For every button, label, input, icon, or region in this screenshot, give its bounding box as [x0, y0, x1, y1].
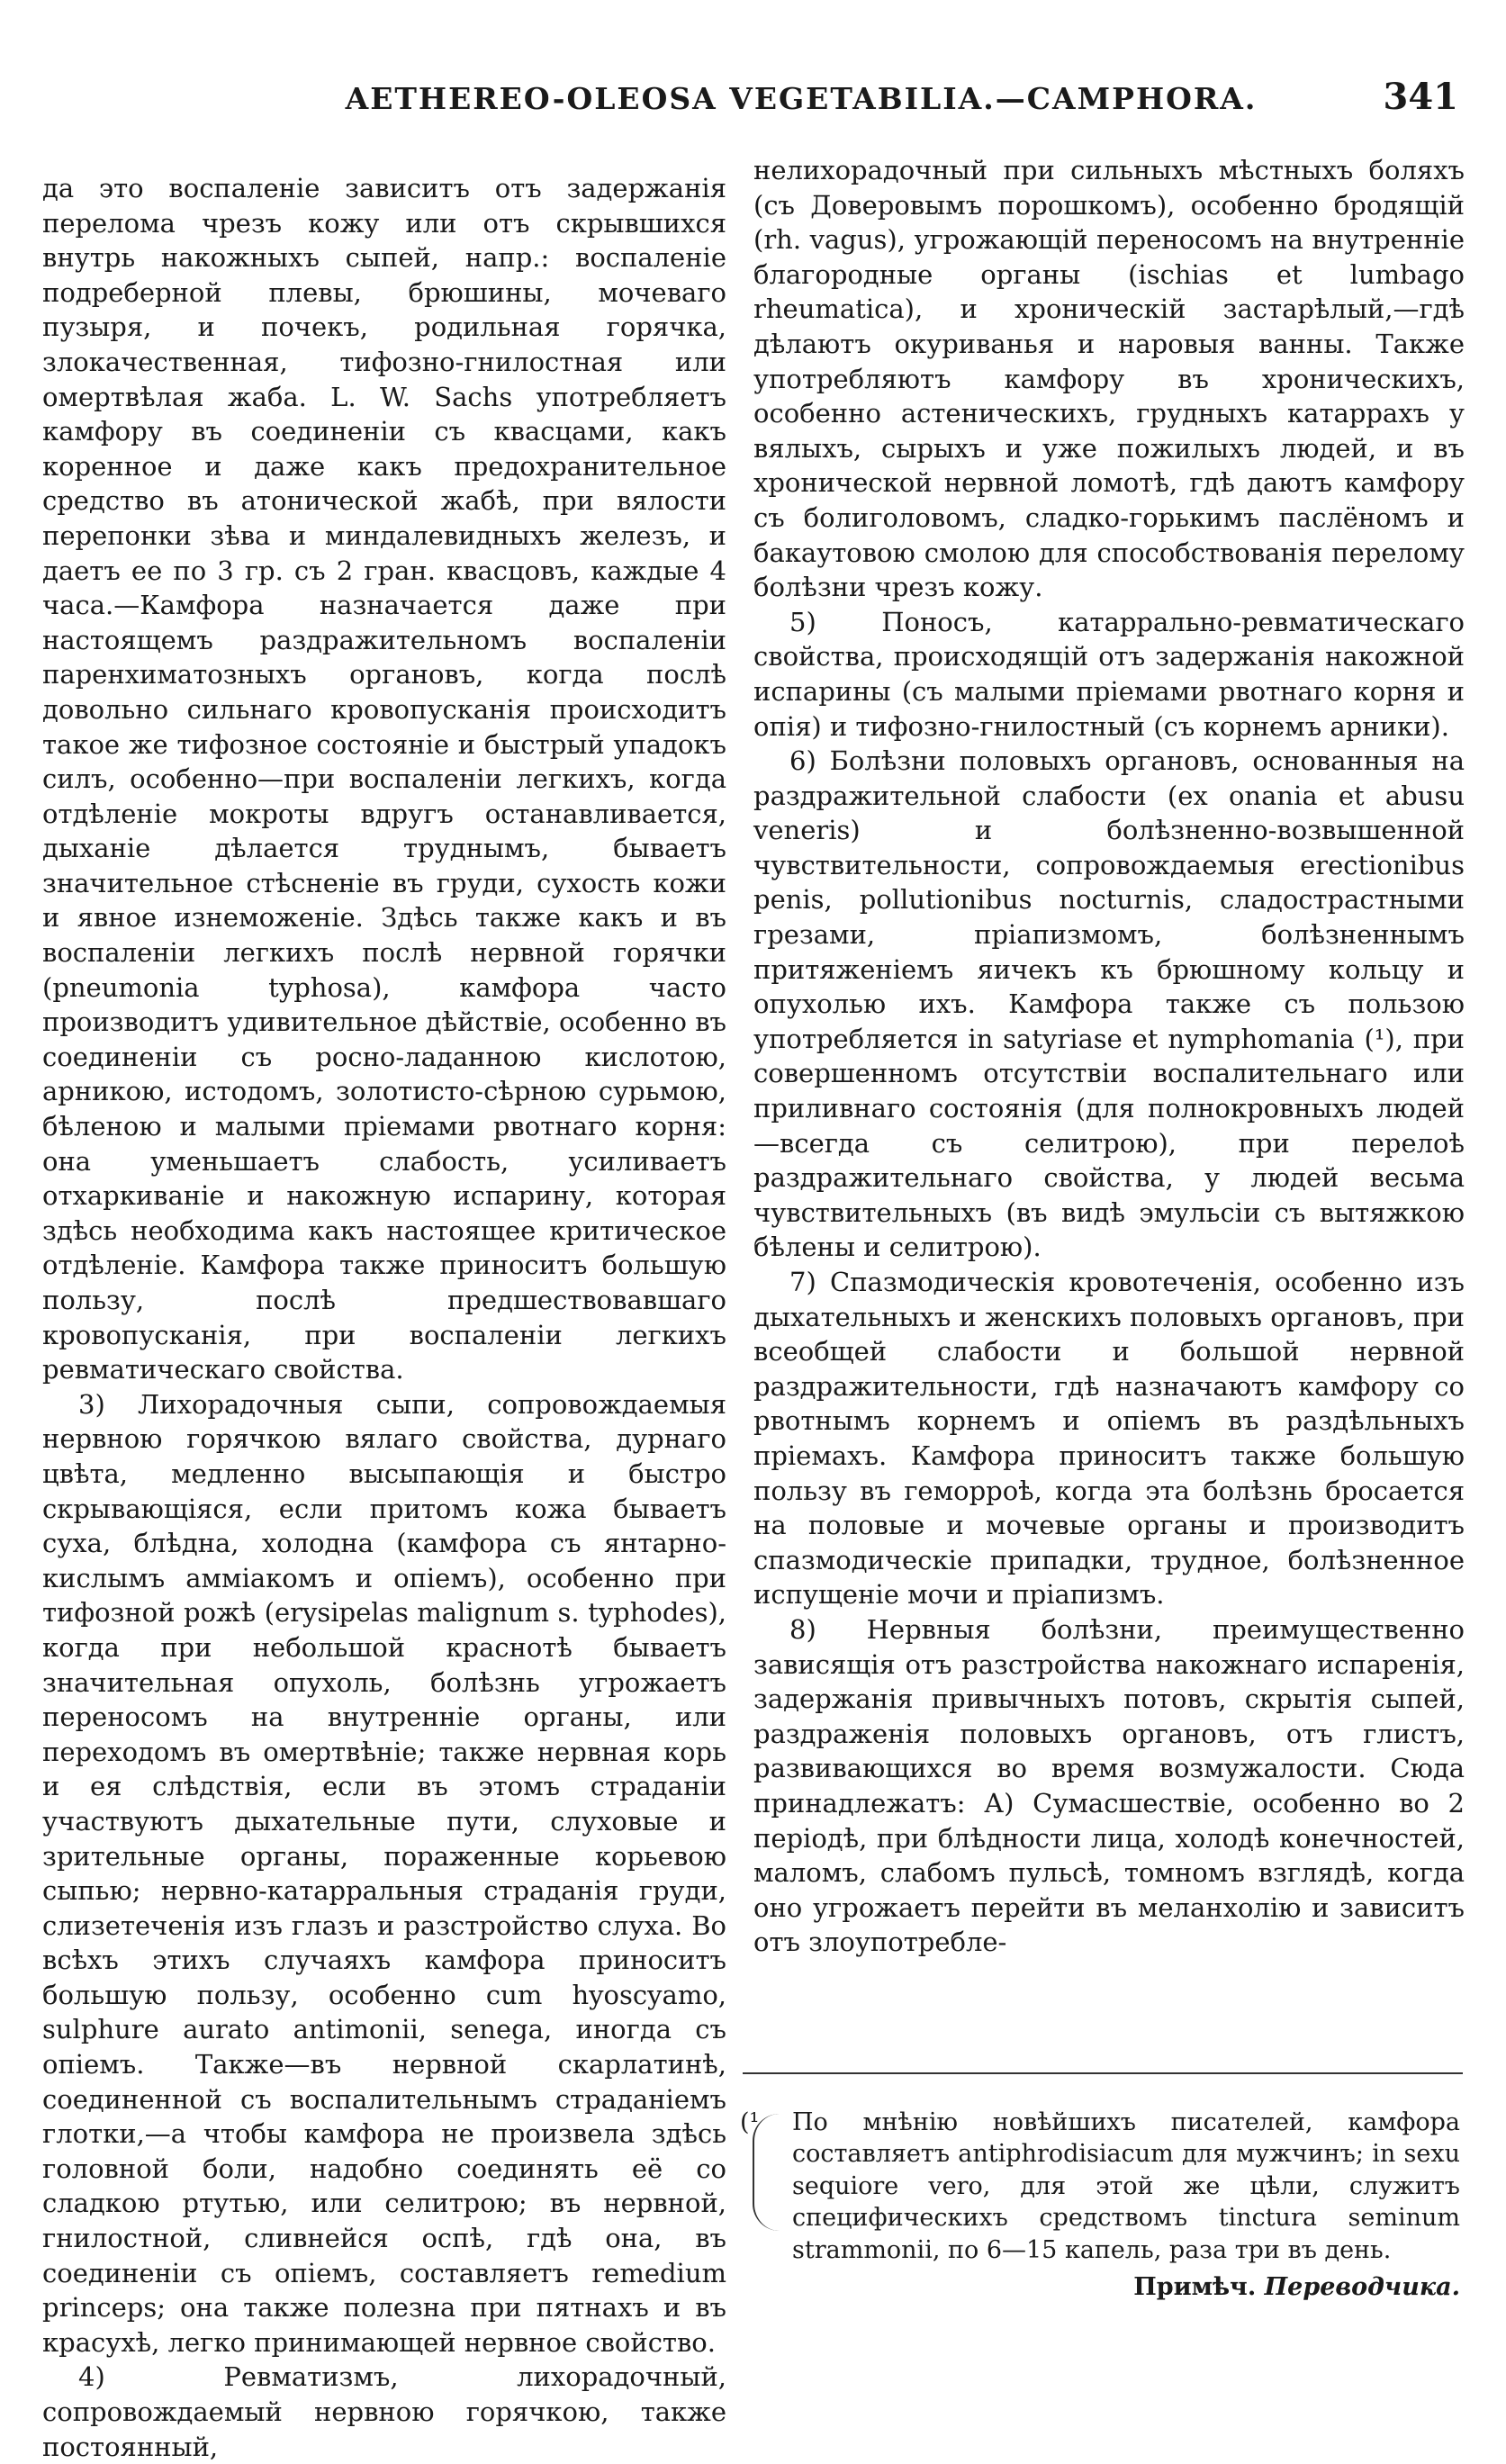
- right-paragraph: 8) Нервныя болѣзни, преимущественно зависящія отъ разстройства накожнаго испаренія, задержанія привычныхъ потовъ, скрытія сыпей, раздраженія половыхъ органовъ, отъ глистъ, развивающихся во время возмужалости. Сюда принадлежатъ: А) Сумасшествіе, особенно во 2 періодѣ, при блѣдности лица, холодѣ конечностей, маломъ, слабомъ пульсѣ, томномъ взглядѣ, когда оно угрожаетъ перейти въ меланхолію и зависитъ отъ злоупотребле-: [753, 1613, 1465, 1958]
- right-paragraph: нелихорадочный при сильныхъ мѣстныхъ боляхъ (съ Доверовымъ порошкомъ), особенно бродящій (rh. vagus), угрожающій переносомъ на внутренніе благородные органы (ischias et lumbago rheumatica), и хроническій застарѣлый,—гдѣ дѣлаютъ окуриванья и наровыя ванны. Также употребляютъ камфору въ хроническихъ, особенно астеническихъ, грудныхъ катаррахъ у вялыхъ, сырыхъ и уже пожилыхъ людей, и въ хронической нервной ломотѣ, гдѣ даютъ камфору съ болиголовомъ, сладко-горькимъ паслёномъ и бакаутовою смолою для способствованія перелому болѣзни чрезъ кожу.: [753, 155, 1465, 603]
- footnote-mark: (¹: [740, 2108, 760, 2136]
- footnote-signature: [740, 2271, 1460, 2303]
- left-paragraph: да это воспаленіе зависитъ отъ задержанія перелома чрезъ кожу или отъ скрывшихся внутрь накожныхъ сыпей, напр.: воспаленіе подреберной плевы, брюшины, мочеваго пузыря, и почекъ, родильная горячка, злокачественная, тифозно-гнилостная или омертвѣлая жаба. L. W. Sachs употребляетъ камфору въ соединеніи съ квасцами, какъ коренное и даже какъ предохранительное средство въ атонической жабѣ, при вялости перепонки зѣва и миндалевидныхъ железъ, и даетъ ее по 3 гр. съ 2 гран. квасцовъ, каждые 4 часа.—Камфора назначается даже при настоящемъ раздражительномъ воспаленіи паренхиматозныхъ органовъ, когда послѣ довольно сильнаго кровопусканія происходитъ такое же тифозное состояніе и быстрый упадокъ силъ, особенно—при воспаленіи легкихъ, когда отдѣленіе мокроты вдругъ останавливается, дыханіе дѣлается труднымъ, бываетъ значительное стѣсненіе въ груди, сухость кожи и явное изнеможеніе. Здѣсь также какъ и въ воспаленіи легкихъ послѣ нервной горячки (pneumonia typhosa), камфора часто производитъ удивительное дѣйствіе, особенно въ соединеніи съ росно-ладанною кислотою, арникою, истодомъ, золотисто-сѣрною сурьмою, бѣленою и малыми пріемами рвотнаго корня: она уменьшаетъ слабость, усиливаетъ отхаркиваніе и накожную испарину, которая здѣсь необходима какъ настоящее критическое отдѣленіе. Камфора также приноситъ большую пользу, послѣ предшествовавшаго кровопусканія, при воспаленіи легкихъ ревматическаго свойства.: [42, 173, 726, 1385]
- right-column: [753, 153, 1465, 1960]
- left-column: [42, 171, 726, 2464]
- right-paragraph: 6) Болѣзни половыхъ органовъ, основанныя на раздражительной слабости (ex onania et abusu veneris) и болѣзненно-возвышенной чувствительности, сопровождаемыя erectionibus penis, pollutionibus nocturnis, сладострастными грезами, пріапизмомъ, болѣзненнымъ притяженіемъ яичекъ къ брюшному кольцу и опухолью ихъ. Камфора также съ пользою употребляется in satyriase et nymphomania (¹), при совершенномъ отсутствіи воспалительнаго или приливнаго состоянія (для полнокровныхъ людей—всегда съ селитрою), при перелоѣ раздражительнаго свойства, у людей весьма чувствительныхъ (въ видѣ эмульсіи съ вытяжкою бѣлены и селитрою).: [753, 745, 1465, 1263]
- left-paragraph: 3) Лихорадочныя сыпи, сопровождаемыя нервною горячкою вялаго свойства, дурнаго цвѣта, медленно высыпающія и быстро скрывающіяся, если притомъ кожа бываетъ суха, блѣдна, холодна (камфора съ янтарно-кислымъ аммiакомъ и опіемъ), особенно при тифозной рожѣ (erysipelas malignum s. typhodes), когда при небольшой краснотѣ бываетъ значительная опухоль, болѣзнь угрожаетъ переносомъ на внутренніе органы, или переходомъ въ омертвѣніе; также нервная корь и ея слѣдствія, если въ этомъ страданіи участвуютъ дыхательные пути, слуховые и зрительные органы, пораженные корьевою сыпью; нервно-катарральныя страданія груди, слизетеченія изъ глазъ и разстройство слуха. Во всѣхъ этихъ случаяхъ камфора приноситъ большую пользу, особенно cum hyoscyamo, sulphure aurato antimonii, senega, иногда съ опіемъ. Также—въ нервной скарлатинѣ, соединенной съ воспалительнымъ страданіемъ глотки,—а чтобы камфора не произвела здѣсь головной боли, надобно соединять её со сладкою ртутью, или селитрою; въ нервной, гнилостной, сливнейся оспѣ, гдѣ она, въ соединеніи съ опіемъ, составляетъ remedium princeps; она также полезна при пятнахъ и въ красухѣ, легко принимающей нервное свойство.: [42, 1388, 726, 2358]
- page-header: [144, 76, 1458, 126]
- running-title: AETHEREO-OLEOSA VEGETABILIA.—CAMPHORA.: [345, 81, 1258, 116]
- page-number: 341: [1383, 76, 1458, 118]
- footnote-divider: [743, 2072, 1463, 2074]
- signature-prefix: Примѣч.: [1133, 2273, 1257, 2302]
- right-paragraph: 7) Спазмодическія кровотеченія, особенно изъ дыхательныхъ и женскихъ половыхъ органовъ, при всеобщей слабости и большой нервной раздражительности, гдѣ назначаютъ камфору со рвотнымъ корнемъ и опіемъ въ раздѣльныхъ пріемахъ. Камфора приноситъ также большую пользу въ геморроѣ, когда эта болѣзнь бросается на половые и мочевые органы и производитъ спазмодическіе припадки, трудное, болѣзненное испущеніе мочи и пріапизмъ.: [753, 1267, 1465, 1611]
- footnote-text: По мнѣнію новѣйшихъ писателей, камфора составляетъ antiphrodisiacum для мужчинъ; in sexu sequiore vero, для этой же цѣли, служитъ специфическихъ средствомъ tinctura seminum strammonii, по 6—15 капель, раза три въ день.: [792, 2108, 1460, 2264]
- footnote: [740, 2107, 1460, 2303]
- signature-name: Переводчика.: [1264, 2273, 1460, 2302]
- left-paragraph: 4) Ревматизмъ, лихорадочный, сопровождаемый нервною горячкою, также постоянный,: [42, 2361, 726, 2462]
- right-paragraph: 5) Поносъ, катаррально-ревматическаго свойства, происходящій отъ задержанія накожной испарины (съ малыми пріемами рвотнаго корня и опія) и тифозно-гнилостный (съ корнемъ арники).: [753, 606, 1465, 742]
